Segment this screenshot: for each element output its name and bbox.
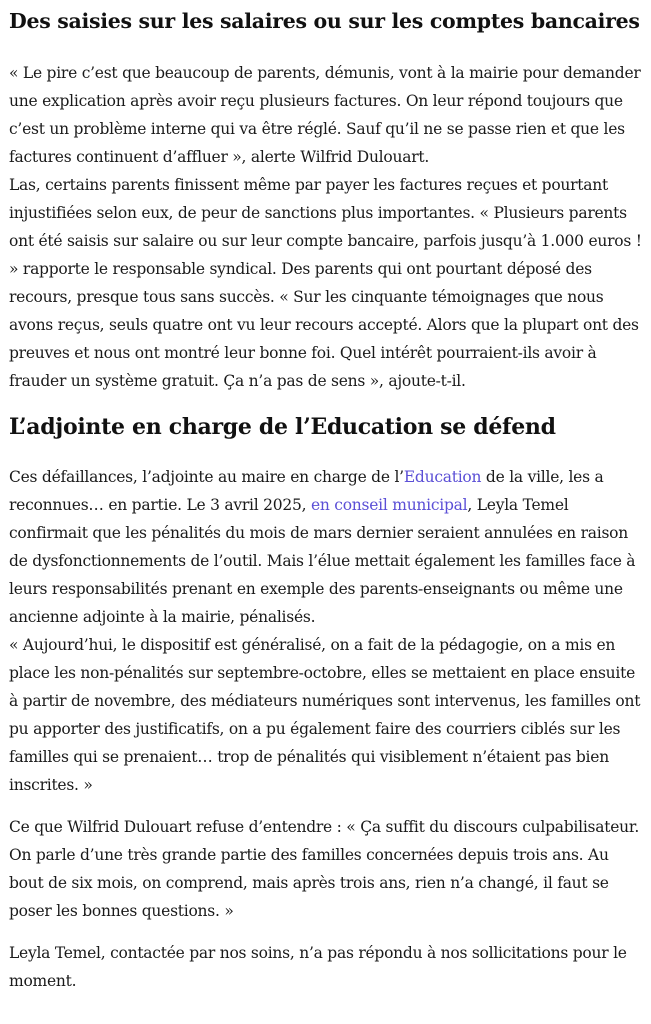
paragraph-defaillances-text-2: de la ville, les a reconnues… en partie. Le 3 avril 2025, bbox=[9, 468, 604, 514]
section-heading-saisies: Des saisies sur les salaires ou sur les comptes bancaires bbox=[9, 9, 640, 33]
conseil-municipal-link[interactable]: en conseil municipal bbox=[310, 496, 468, 514]
paragraph-leyla-temel: Leyla Temel, contactée par nos soins, n’a pas répondu à nos sollicitations pour le moment. bbox=[9, 944, 627, 990]
paragraph-quote-mairie: « Le pire c’est que beaucoup de parents, démunis, vont à la mairie pour demander une explication après avoir reçu plusieurs factures. On leur répond toujours que c’est un problème interne qui va être réglé. Sauf qu’il ne se passe rien et que les factures continuent d’affluer », alerte Wilfrid Dulouart. bbox=[9, 64, 641, 166]
paragraph-defaillances bbox=[9, 463, 645, 631]
paragraph-defaillances-text-1: Ces défaillances, l’adjointe au maire en charge de l’ bbox=[9, 468, 404, 486]
section-heading-adjointe: L’adjointe en charge de l’Education se défend bbox=[9, 414, 556, 440]
education-link[interactable]: Education bbox=[403, 468, 482, 486]
paragraph-defaillances-text-3: , Leyla Temel confirmait que les pénalités du mois de mars dernier seraient annulées en raison de dysfonctionnements de l’outil. Mais l’élue mettait également les familles face à leurs responsabilités prenant en exemple des parents-enseignants ou même une ancienne adjointe à la mairie, pénalisés. bbox=[9, 496, 636, 626]
paragraph-quote-dispositif: « Aujourd’hui, le dispositif est généralisé, on a fait de la pédagogie, on a mis en place les non-pénalités sur septembre-octobre, elles se mettaient en place ensuite à partir de novembre, des médiateurs numériques sont intervenus, les familles ont pu apporter des justificatifs, on a pu également faire des courriers ciblés sur les familles qui se prenaient… trop de pénalités qui visiblement n’étaient pas bien inscrites. » bbox=[9, 636, 641, 794]
paragraph-saisies-salaire: Las, certains parents finissent même par payer les factures reçues et pourtant injustifiées selon eux, de peur de sanctions plus importantes. « Plusieurs parents ont été saisis sur salaire ou sur leur compte bancaire, parfois jusqu’à 1.000 euros ! » rapporte le responsable syndical. Des parents qui ont pourtant déposé des recours, presque tous sans succès. « Sur les cinquante témoignages que nous avons reçus, seuls quatre ont vu leur recours accepté. Alors que la plupart ont des preuves et nous ont montré leur bonne foi. Quel intérêt pourraient-ils avoir à frauder un système gratuit. Ça n’a pas de sens », ajoute-t-il. bbox=[9, 176, 642, 390]
article-body bbox=[9, 0, 645, 995]
paragraph-refus-dulouart: Ce que Wilfrid Dulouart refuse d’entendre : « Ça suffit du discours culpabilisateur. On parle d’une très grande partie des familles concernées depuis trois ans. Au bout de six mois, on comprend, mais après trois ans, rien n’a changé, il faut se poser les bonnes questions. » bbox=[9, 818, 640, 920]
